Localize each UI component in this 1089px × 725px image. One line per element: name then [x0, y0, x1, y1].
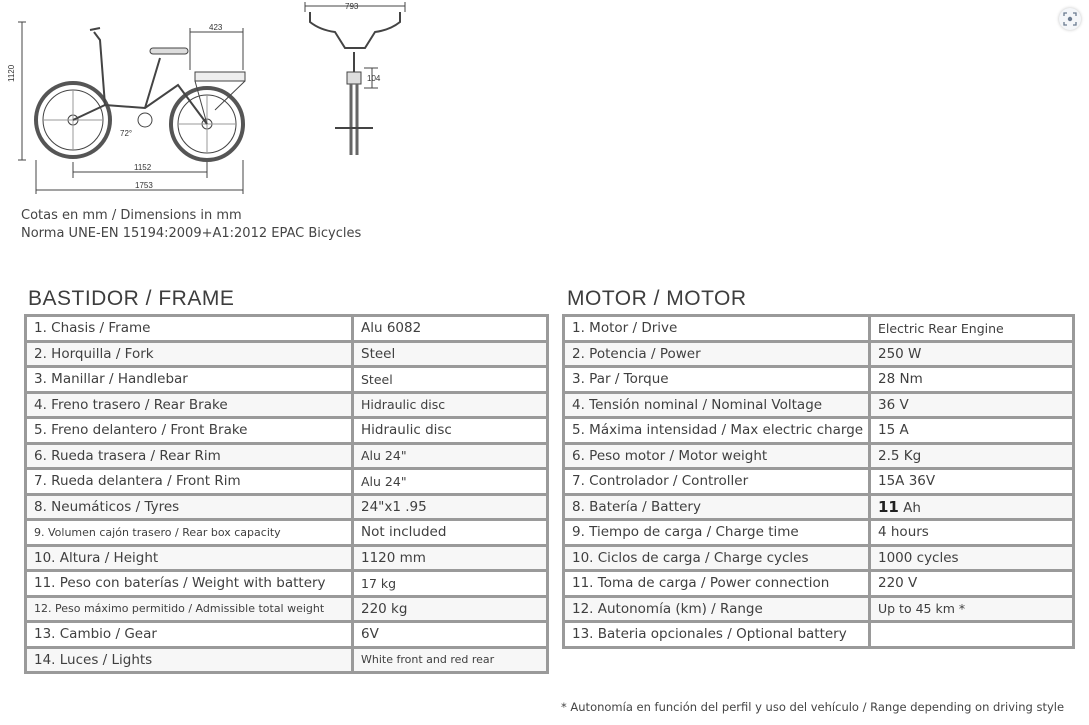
spec-value: Alu 24" [353, 469, 548, 495]
spec-value [870, 622, 1074, 648]
spec-value: Steel [353, 367, 548, 393]
table-row [564, 545, 1074, 571]
battery-capacity-number: 11 [878, 497, 899, 516]
table-row [26, 571, 548, 597]
table-row [26, 443, 548, 469]
spec-value: 36 V [870, 392, 1074, 418]
table-row [26, 341, 548, 367]
spec-value: 2.5 Kg [870, 443, 1074, 469]
table-row [26, 392, 548, 418]
spec-label: 14. Luces / Lights [26, 647, 353, 673]
table-row [564, 392, 1074, 418]
spec-value: 1120 mm [353, 545, 548, 571]
table-row [564, 341, 1074, 367]
motor-spec-table [562, 314, 1075, 649]
spec-label: 7. Rueda delantera / Front Rim [26, 469, 353, 495]
spec-value: 220 V [870, 571, 1074, 597]
spec-label: 10. Ciclos de carga / Charge cycles [564, 545, 870, 571]
table-row [564, 469, 1074, 495]
visual-search-icon[interactable] [1059, 8, 1081, 30]
table-row [564, 622, 1074, 648]
handlebar-width-dimension: 793 [345, 2, 359, 11]
spec-label: 10. Altura / Height [26, 545, 353, 571]
spec-value: 6V [353, 622, 548, 648]
spec-value: Alu 24" [353, 443, 548, 469]
table-row [564, 520, 1074, 546]
table-row [26, 622, 548, 648]
spec-label: 4. Tensión nominal / Nominal Voltage [564, 392, 870, 418]
spec-value: 1000 cycles [870, 545, 1074, 571]
spec-label: 9. Tiempo de carga / Charge time [564, 520, 870, 546]
bike-dimension-drawing [7, 0, 420, 205]
spec-value: Steel [353, 341, 548, 367]
spec-label: 6. Rueda trasera / Rear Rim [26, 443, 353, 469]
battery-capacity-unit: Ah [903, 499, 921, 516]
table-row [26, 469, 548, 495]
spec-value: Alu 6082 [353, 316, 548, 342]
spec-label: 1. Chasis / Frame [26, 316, 353, 342]
spec-label: 3. Manillar / Handlebar [26, 367, 353, 393]
spec-value: 17 kg [353, 571, 548, 597]
dimension-notes [21, 207, 361, 243]
spec-label: 8. Neumáticos / Tyres [26, 494, 353, 520]
spec-value: Hidraulic disc [353, 418, 548, 444]
spec-label: 7. Controlador / Controller [564, 469, 870, 495]
table-row [564, 494, 1074, 520]
range-footnote: * Autonomía en función del perfil y uso del vehículo / Range depending on driving style [561, 700, 1065, 714]
spec-value [870, 494, 1074, 520]
spec-label: 9. Volumen cajón trasero / Rear box capacity [26, 520, 353, 546]
table-row [26, 545, 548, 571]
table-row [564, 571, 1074, 597]
spec-value: Not included [353, 520, 548, 546]
spec-label: 1. Motor / Drive [564, 316, 870, 342]
spec-value: White front and red rear [353, 647, 548, 673]
spec-value: 15 A [870, 418, 1074, 444]
table-row [564, 367, 1074, 393]
spec-value: 15A 36V [870, 469, 1074, 495]
table-row [564, 596, 1074, 622]
spec-label: 5. Freno delantero / Front Brake [26, 418, 353, 444]
height-dimension: 1120 [7, 64, 16, 82]
frame-spec-table [24, 314, 549, 674]
table-row [564, 418, 1074, 444]
total-length-dimension: 1753 [135, 181, 153, 190]
table-row [26, 596, 548, 622]
rack-dimension: 423 [209, 23, 223, 32]
angle-dimension: 72° [120, 129, 133, 138]
spec-value: 4 hours [870, 520, 1074, 546]
frame-section-title: BASTIDOR / FRAME [28, 287, 235, 310]
spec-label: 11. Toma de carga / Power connection [564, 571, 870, 597]
table-row [564, 443, 1074, 469]
standard-note: Norma UNE-EN 15194:2009+A1:2012 EPAC Bicycles [21, 226, 362, 241]
table-row [26, 494, 548, 520]
spec-value: 24"x1 .95 [353, 494, 548, 520]
wheelbase-dimension: 1152 [134, 163, 152, 172]
spec-label: 13. Cambio / Gear [26, 622, 353, 648]
spec-label: 5. Máxima intensidad / Max electric charge [564, 418, 870, 444]
optional-battery-value [878, 627, 946, 641]
spec-value: Up to 45 km * [870, 596, 1074, 622]
stem-height-dimension: 104 [367, 74, 381, 83]
table-row [26, 520, 548, 546]
spec-label: 4. Freno trasero / Rear Brake [26, 392, 353, 418]
spec-value: 220 kg [353, 596, 548, 622]
spec-value: 250 W [870, 341, 1074, 367]
units-note: Cotas en mm / Dimensions in mm [21, 208, 242, 223]
spec-value: Hidraulic disc [353, 392, 548, 418]
spec-value: 28 Nm [870, 367, 1074, 393]
table-row [26, 418, 548, 444]
spec-label: 11. Peso con baterías / Weight with battery [26, 571, 353, 597]
spec-label: 6. Peso motor / Motor weight [564, 443, 870, 469]
spec-label: 2. Horquilla / Fork [26, 341, 353, 367]
spec-value: Electric Rear Engine [870, 316, 1074, 342]
spec-label: 2. Potencia / Power [564, 341, 870, 367]
motor-section-title: MOTOR / MOTOR [567, 287, 747, 310]
table-row [26, 316, 548, 342]
spec-label: 8. Batería / Battery [564, 494, 870, 520]
table-row [26, 367, 548, 393]
table-row [26, 647, 548, 673]
spec-label: 3. Par / Torque [564, 367, 870, 393]
table-row [564, 316, 1074, 342]
spec-label: 13. Bateria opcionales / Optional battery [564, 622, 870, 648]
spec-label: 12. Peso máximo permitido / Admissible total weight [26, 596, 353, 622]
spec-label: 12. Autonomía (km) / Range [564, 596, 870, 622]
